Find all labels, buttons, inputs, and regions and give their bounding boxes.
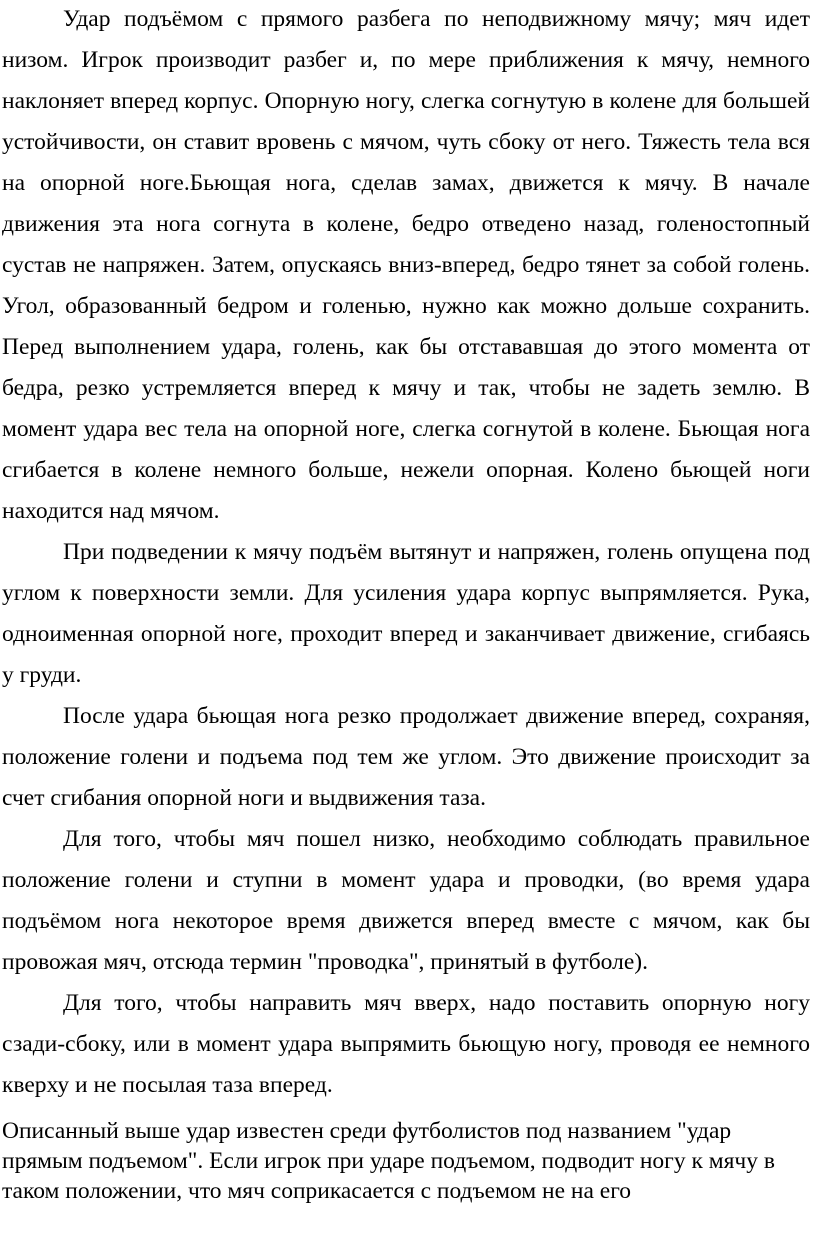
paragraph-low-ball: Для того, чтобы мяч пошел низко, необходимо соблюдать правильное положение голени и ступни в момент удара и проводки, (во время удара подъёмом нога некоторое время движется вперед вместе с мячом, как бы провожая мяч, отсюда термин "проводка", принятый в футболе). [2,826,810,975]
paragraph-high-ball: Для того, чтобы направить мяч вверх, надо поставить опорную ногу сзади-сбоку, или в момент удара выпрямить бьющую ногу, проводя ее немного кверху и не посылая таза вперед. [2,990,810,1098]
paragraph-ball-approach: При подведении к мячу подъём вытянут и напряжен, голень опущена под углом к поверхности земли. Для усиления удара корпус выпрямляется. Рука, одноименная опорной ноге, проходит вперед и заканчивает движение, сгибаясь у груди. [2,539,810,688]
paragraph-straight-instep: Описанный выше удар известен среди футболистов под названием "удар прямым подъемом". Если игрок при ударе подъемом, подводит ногу к мячу в таком положении, что мяч соприкасается с подъемом не на его [2,1118,775,1204]
paragraph-follow-through: После удара бьющая нога резко продолжает движение вперед, сохраняя, положение голени и подъема под тем же углом. Это движение происходит за счет сгибания опорной ноги и выдвижения таза. [2,703,810,811]
paragraph-kick-technique: Удар подъёмом с прямого разбега по неподвижному мячу; мяч идет низом. Игрок производит разбег и, по мере приближения к мячу, немного наклоняет вперед корпус. Опорную ногу, слегка согнутую в колене для большей устойчивости, он ставит вровень с мячом, чуть сбоку от него. Тяжесть тела вся на опорной ноге.Бьющая нога, сделав замах, движется к мячу. В начале движения эта нога согнута в колене, бедро отведено назад, голеностопный сустав не напряжен. Затем, опускаясь вниз-вперед, бедро тянет за собой голень. Угол, образованный бедром и голенью, нужно как можно дольше сохранить. Перед выполнением удара, голень, как бы отстававшая до этого момента от бедра, резко устремляется вперед к мячу и так, чтобы не задеть землю. В момент удара вес тела на опорной ноге, слегка согнутой в колене. Бьющая нога сгибается в колене немного больше, нежели опорная. Колено бьющей ноги находится над мячом. [2,6,810,524]
